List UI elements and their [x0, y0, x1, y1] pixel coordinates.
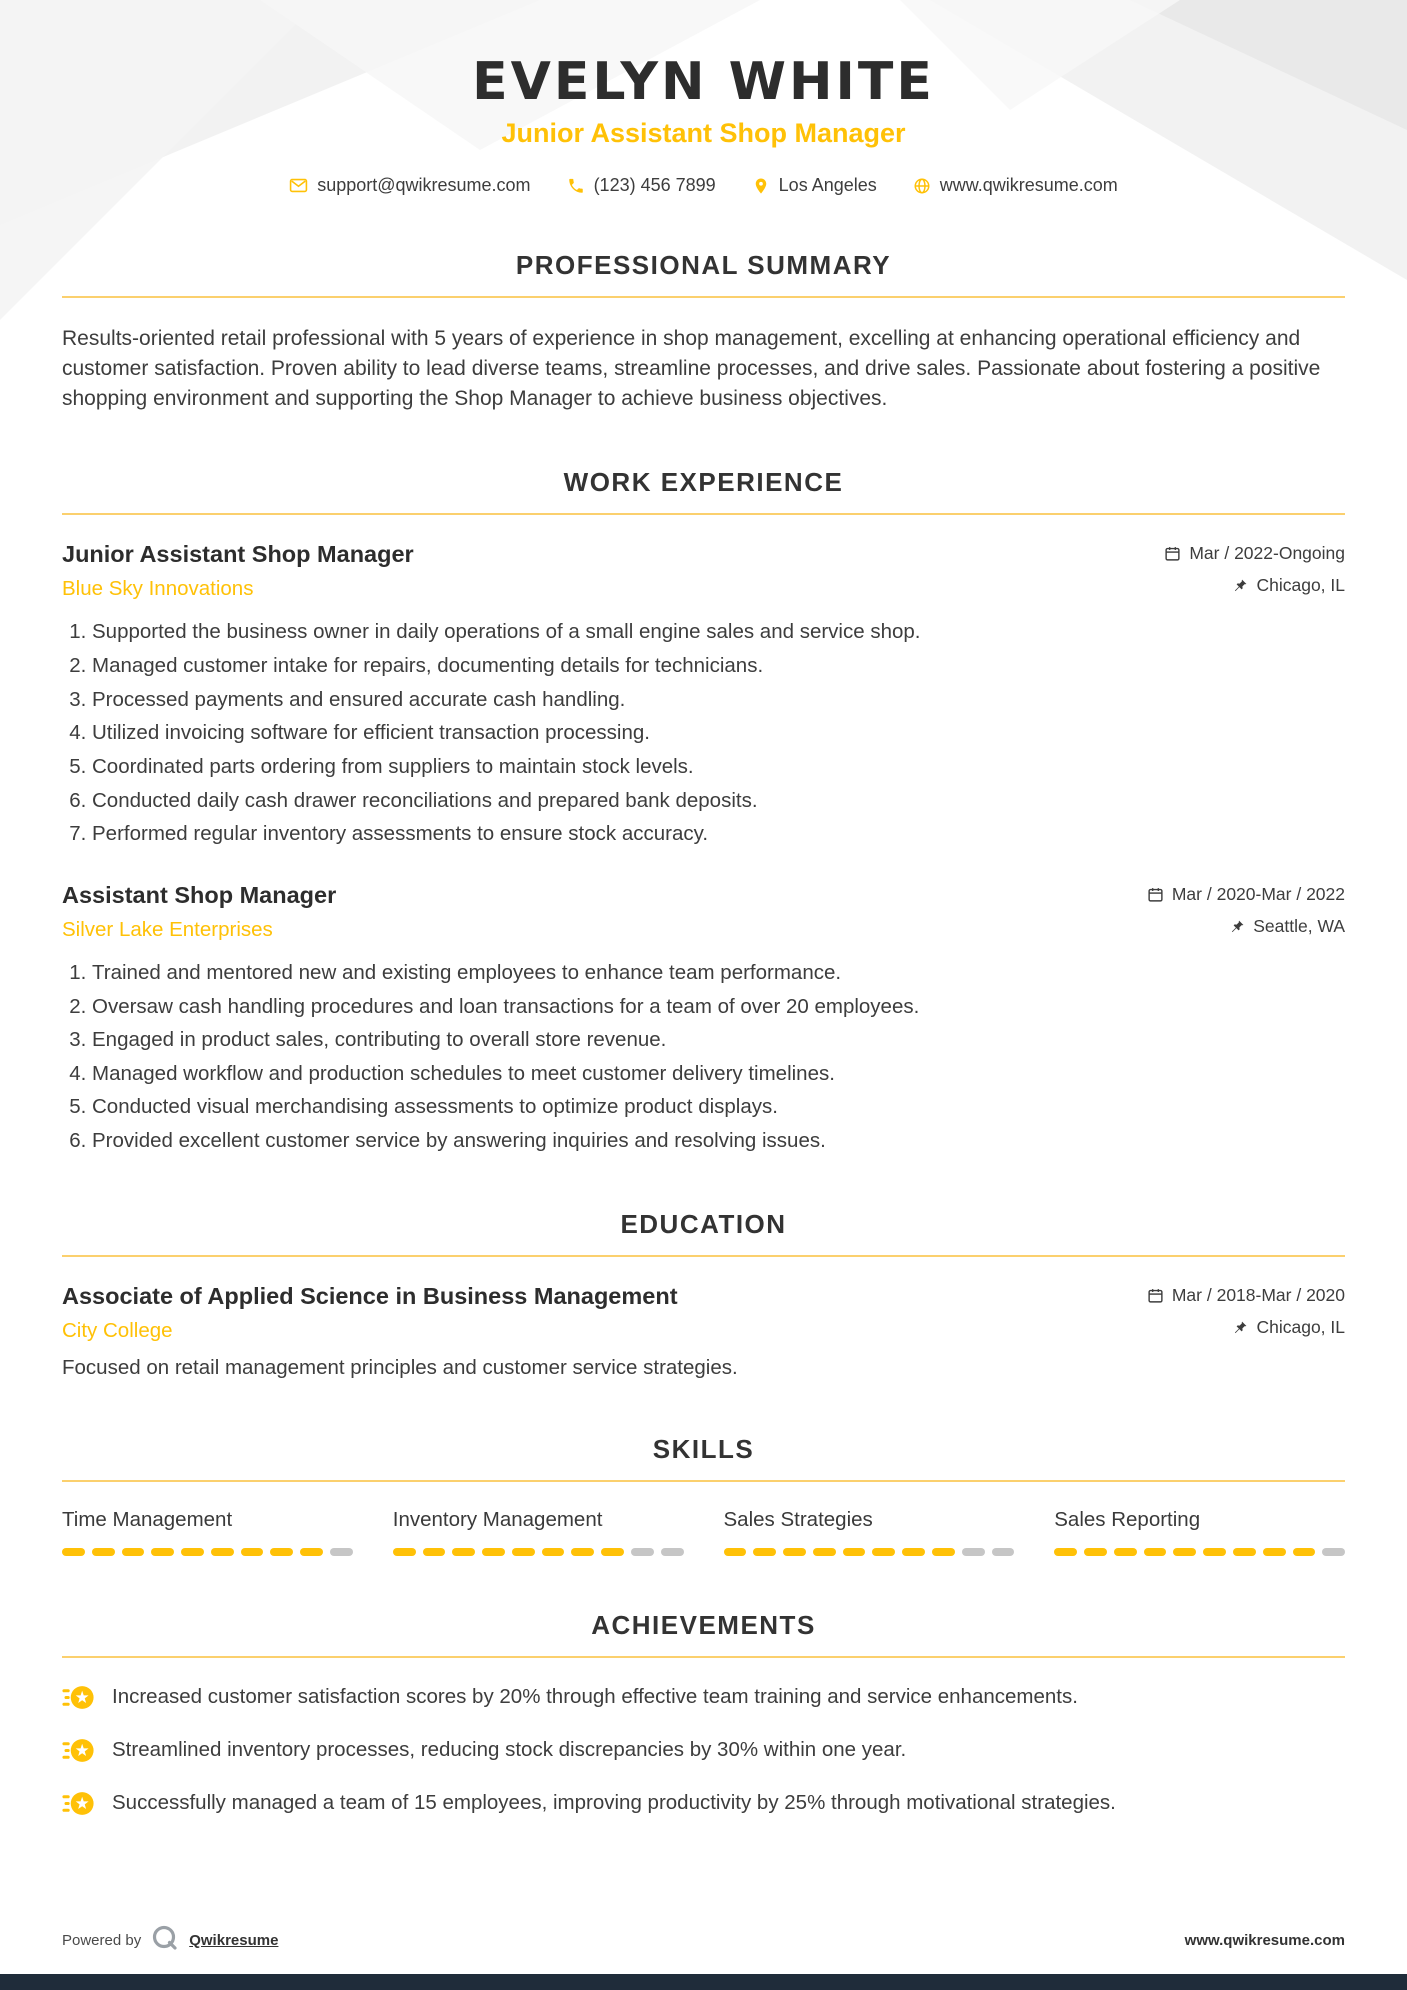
skill-bar-segment: [813, 1548, 836, 1556]
school-name: City College: [62, 1318, 173, 1342]
skill-bar-segment: [843, 1548, 866, 1556]
contact-email: [289, 175, 530, 196]
education-location: Chicago, IL: [1233, 1317, 1345, 1338]
section-education: [62, 1209, 1345, 1380]
skill-bar-segment: [1293, 1548, 1316, 1556]
degree-title: Associate of Applied Science in Business Management: [62, 1282, 678, 1309]
skill-bar-segment: [270, 1548, 293, 1556]
job-bullet: 1. Trained and mentored new and existing employees to enhance team performance.: [92, 960, 1345, 987]
job-header: [62, 882, 1345, 942]
skill-bar-segment: [902, 1548, 925, 1556]
resume-header: [62, 0, 1345, 196]
skill-item: [1054, 1508, 1345, 1556]
education-header-right: [1147, 1283, 1345, 1338]
calendar-icon: [1147, 1287, 1164, 1304]
job-bullet: 2. Managed customer intake for repairs, documenting details for technicians.: [92, 653, 1345, 680]
achievement-item: [62, 1790, 1345, 1817]
skill-bar-segment: [1263, 1548, 1286, 1556]
skill-name: Sales Reporting: [1054, 1507, 1201, 1531]
skill-level-bar: [393, 1548, 684, 1556]
job-dates: Mar / 2022-Ongoing: [1164, 543, 1345, 564]
job-header-left: [62, 882, 336, 942]
skill-item: [62, 1508, 353, 1556]
skill-item: [393, 1508, 684, 1556]
skill-bar-segment: [962, 1548, 985, 1556]
job-bullet: 7. Performed regular inventory assessments to ensure stock accuracy.: [92, 821, 1345, 848]
award-badge-icon: [62, 1790, 94, 1817]
job-bullet: 2. Oversaw cash handling procedures and loan transactions for a team of over 20 employees.: [92, 994, 1345, 1021]
qwikresume-logo: [151, 1924, 179, 1956]
job-bullet: 6. Provided excellent customer service by answering inquiries and resolving issues.: [92, 1128, 1345, 1155]
job-bullets: [62, 960, 1345, 1155]
contact-phone: [567, 175, 716, 196]
education-dates: Mar / 2018-Mar / 2020: [1147, 1285, 1345, 1306]
skill-bar-segment: [1084, 1548, 1107, 1556]
powered-by-label: Powered by: [62, 1931, 142, 1949]
skill-bar-segment: [992, 1548, 1015, 1556]
phone-icon: [567, 177, 585, 195]
job-header-right: [1147, 882, 1345, 937]
achievement-item: [62, 1737, 1345, 1764]
job-location: Chicago, IL: [1233, 575, 1345, 596]
summary-text: Results-oriented retail professional with 5 years of experience in shop management, excelling at enhancing operational efficiency and customer satisfaction. Proven ability to lead diverse teams, streamline processes, and drive sales. Passionate about fostering a positive shopping environment and supporting the Shop Manager to achieve business objectives.: [62, 327, 1321, 410]
section-divider: [62, 513, 1345, 515]
pushpin-icon: [1233, 578, 1248, 593]
calendar-icon: [1147, 886, 1164, 903]
skill-bar-segment: [932, 1548, 955, 1556]
contact-row: [62, 175, 1345, 196]
section-divider: [62, 296, 1345, 298]
contact-phone-text: (123) 456 7899: [593, 175, 716, 195]
skills-row: [62, 1508, 1345, 1556]
job-header: [62, 541, 1345, 601]
skill-name: Inventory Management: [392, 1507, 603, 1531]
skill-bar-segment: [1144, 1548, 1167, 1556]
resume-footer: [62, 1924, 1345, 1956]
job-header-right: [1164, 541, 1345, 596]
skill-bar-segment: [1173, 1548, 1196, 1556]
skill-bar-segment: [482, 1548, 505, 1556]
job-bullet: 6. Conducted daily cash drawer reconciliations and prepared bank deposits.: [92, 788, 1345, 815]
skill-level-bar: [62, 1548, 353, 1556]
section-skills: [62, 1434, 1345, 1556]
skill-item: [724, 1508, 1015, 1556]
award-badge-icon: [62, 1737, 94, 1764]
skill-bar-segment: [1114, 1548, 1137, 1556]
skill-bar-segment: [872, 1548, 895, 1556]
footer-website: www.qwikresume.com: [1184, 1931, 1345, 1949]
skill-bar-segment: [631, 1548, 654, 1556]
pushpin-icon: [1230, 919, 1245, 934]
skill-bar-segment: [571, 1548, 594, 1556]
globe-icon: [913, 177, 931, 195]
job-company: Blue Sky Innovations: [62, 577, 254, 601]
summary-heading: PROFESSIONAL SUMMARY: [515, 250, 892, 280]
job-bullet: 5. Coordinated parts ordering from suppliers to maintain stock levels.: [92, 754, 1345, 781]
achievement-text: Increased customer satisfaction scores by 20% through effective team training and service enhancements.: [112, 1685, 1078, 1709]
education-entry: [62, 1283, 1345, 1380]
skill-bar-segment: [330, 1548, 353, 1556]
job-bullet: 5. Conducted visual merchandising assessments to optimize product displays.: [92, 1094, 1345, 1121]
skill-bar-segment: [542, 1548, 565, 1556]
skill-level-bar: [724, 1548, 1015, 1556]
job-bullet: 4. Managed workflow and production schedules to meet customer delivery timelines.: [92, 1061, 1345, 1088]
skill-bar-segment: [753, 1548, 776, 1556]
skill-name: Time Management: [62, 1507, 233, 1531]
email-icon: [289, 176, 308, 195]
skill-bar-segment: [601, 1548, 624, 1556]
skill-bar-segment: [512, 1548, 535, 1556]
bottom-accent-bar: [0, 1974, 1407, 1990]
section-divider: [62, 1656, 1345, 1658]
achievement-text: Successfully managed a team of 15 employees, improving productivity by 25% through motivational strategies.: [112, 1791, 1116, 1815]
section-divider: [62, 1480, 1345, 1482]
skill-level-bar: [1054, 1548, 1345, 1556]
achievement-item: [62, 1684, 1345, 1711]
section-work-experience: [62, 467, 1345, 1154]
skill-bar-segment: [1203, 1548, 1226, 1556]
skill-bar-segment: [92, 1548, 115, 1556]
section-achievements: [62, 1610, 1345, 1817]
skill-bar-segment: [122, 1548, 145, 1556]
skill-bar-segment: [151, 1548, 174, 1556]
job-bullet: 3. Engaged in product sales, contributing to overall store revenue.: [92, 1027, 1345, 1054]
job-bullet: 3. Processed payments and ensured accurate cash handling.: [92, 687, 1345, 714]
contact-website-text: www.qwikresume.com: [939, 175, 1118, 195]
skills-heading: SKILLS: [652, 1433, 755, 1464]
job-dates: Mar / 2020-Mar / 2022: [1147, 884, 1345, 905]
job-entry: [62, 882, 1345, 1155]
job-title: Junior Assistant Shop Manager: [62, 541, 414, 568]
skill-bar-segment: [300, 1548, 323, 1556]
award-badge-icon: [62, 1684, 94, 1711]
pushpin-icon: [1233, 1320, 1248, 1335]
footer-branding: [62, 1924, 278, 1956]
job-bullets: [62, 619, 1345, 847]
section-professional-summary: [62, 250, 1345, 413]
skill-bar-segment: [724, 1548, 747, 1556]
experience-heading: WORK EXPERIENCE: [563, 467, 844, 498]
achievements-heading: ACHIEVEMENTS: [591, 1609, 816, 1640]
skill-bar-segment: [783, 1548, 806, 1556]
job-header-left: [62, 541, 414, 601]
skill-bar-segment: [452, 1548, 475, 1556]
skill-bar-segment: [661, 1548, 684, 1556]
skill-bar-segment: [241, 1548, 264, 1556]
contact-location: [752, 175, 877, 196]
job-company: Silver Lake Enterprises: [62, 917, 273, 941]
skill-bar-segment: [1233, 1548, 1256, 1556]
section-divider: [62, 1255, 1345, 1257]
education-header-left: [62, 1283, 678, 1343]
achievement-text: Streamlined inventory processes, reducing stock discrepancies by 30% within one year.: [112, 1738, 907, 1762]
skill-bar-segment: [1322, 1548, 1345, 1556]
calendar-icon: [1164, 545, 1181, 562]
skill-bar-segment: [211, 1548, 234, 1556]
contact-website: [913, 175, 1118, 196]
job-location: Seattle, WA: [1230, 916, 1345, 937]
job-title: Assistant Shop Manager: [62, 881, 337, 908]
skill-bar-segment: [423, 1548, 446, 1556]
skill-bar-segment: [1054, 1548, 1077, 1556]
skill-bar-segment: [393, 1548, 416, 1556]
location-pin-icon: [752, 177, 770, 195]
qwikresume-link[interactable]: Qwikresume: [189, 1931, 279, 1949]
skill-bar-segment: [62, 1548, 85, 1556]
job-bullet: 4. Utilized invoicing software for efficient transaction processing.: [92, 720, 1345, 747]
candidate-name: EVELYN WHITE: [472, 52, 935, 112]
contact-email-text: support@qwikresume.com: [317, 175, 531, 195]
job-entry: [62, 541, 1345, 847]
job-bullet: 1. Supported the business owner in daily operations of a small engine sales and service shop.: [92, 619, 1345, 646]
education-heading: EDUCATION: [620, 1208, 787, 1239]
skill-name: Sales Strategies: [723, 1507, 873, 1531]
candidate-title: Junior Assistant Shop Manager: [501, 118, 906, 148]
education-header: [62, 1283, 1345, 1343]
education-description: Focused on retail management principles and customer service strategies.: [62, 1355, 738, 1379]
contact-location-text: Los Angeles: [778, 175, 877, 195]
skill-bar-segment: [181, 1548, 204, 1556]
